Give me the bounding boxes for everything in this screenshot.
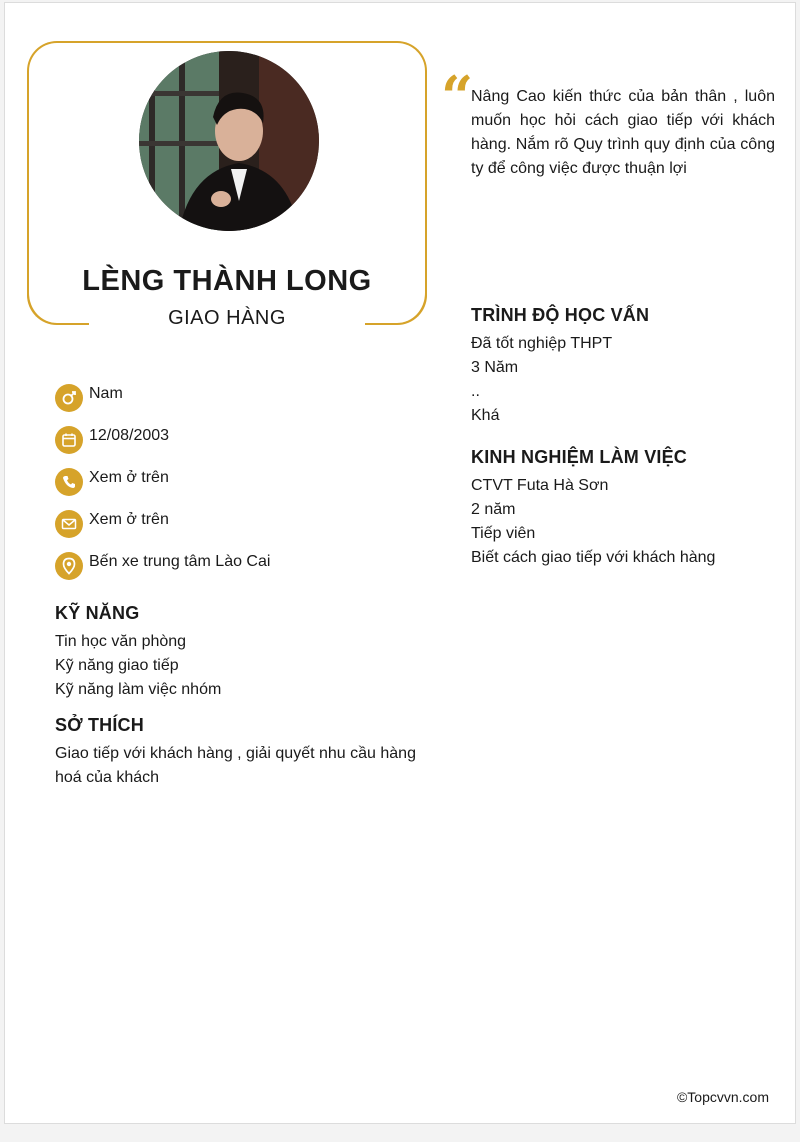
experience-item: CTVT Futa Hà Sơn	[471, 477, 609, 494]
contact-row-phone	[55, 461, 415, 503]
contact-list	[55, 377, 415, 587]
contact-gender: Nam	[89, 385, 123, 402]
avatar	[139, 51, 319, 231]
skill-item: Kỹ năng giao tiếp	[55, 657, 179, 674]
contact-email: Xem ở trên	[89, 511, 169, 528]
education-item: 3 Năm	[471, 359, 519, 376]
contact-birthday: 12/08/2003	[89, 427, 170, 444]
contact-row-birthday	[55, 419, 415, 461]
skills-section	[55, 603, 425, 702]
career-objective: Nâng Cao kiến thức của bản thân , luôn muốn học hỏi cách giao tiếp với khách hàng. Nắm rõ Quy trình quy định của công ty để công việc được thuận lợi	[471, 88, 775, 177]
contact-phone: Xem ở trên	[89, 469, 169, 486]
education-item: Khá	[471, 407, 500, 424]
skills-title: KỸ NĂNG	[55, 603, 140, 623]
contact-address: Bến xe trung tâm Lào Cai	[89, 553, 271, 570]
candidate-role: GIAO HÀNG	[168, 307, 286, 329]
footer-credit: ©Topcvvn.com	[676, 1089, 769, 1105]
experience-title: KINH NGHIỆM LÀM VIỆC	[471, 447, 688, 467]
calendar-icon	[55, 426, 83, 454]
education-item: Đã tốt nghiệp THPT	[471, 335, 613, 352]
email-icon	[55, 510, 83, 538]
skill-item: Tin học văn phòng	[55, 633, 187, 650]
experience-item: 2 năm	[471, 501, 516, 518]
skill-item: Kỹ năng làm việc nhóm	[55, 681, 222, 698]
hobbies-text: Giao tiếp với khách hàng , giải quyết nhu cầu hàng hoá của khách	[55, 745, 416, 786]
candidate-name: LÈNG THÀNH LONG	[82, 265, 372, 297]
education-section	[471, 305, 781, 428]
avatar-photo	[139, 51, 319, 231]
contact-row-email	[55, 503, 415, 545]
education-item: ..	[471, 383, 480, 400]
experience-section	[471, 447, 781, 570]
contact-row-gender	[55, 377, 415, 419]
hobbies-title: SỞ THÍCH	[55, 715, 144, 735]
phone-icon	[55, 468, 83, 496]
experience-item: Biết cách giao tiếp với khách hàng	[471, 549, 716, 566]
cv-page	[4, 2, 796, 1124]
gender-icon	[55, 384, 83, 412]
education-title: TRÌNH ĐỘ HỌC VẤN	[471, 305, 650, 325]
contact-row-address	[55, 545, 415, 587]
experience-item: Tiếp viên	[471, 525, 536, 542]
hobbies-section	[55, 715, 425, 790]
quote-icon: “	[441, 64, 474, 130]
location-icon	[55, 552, 83, 580]
